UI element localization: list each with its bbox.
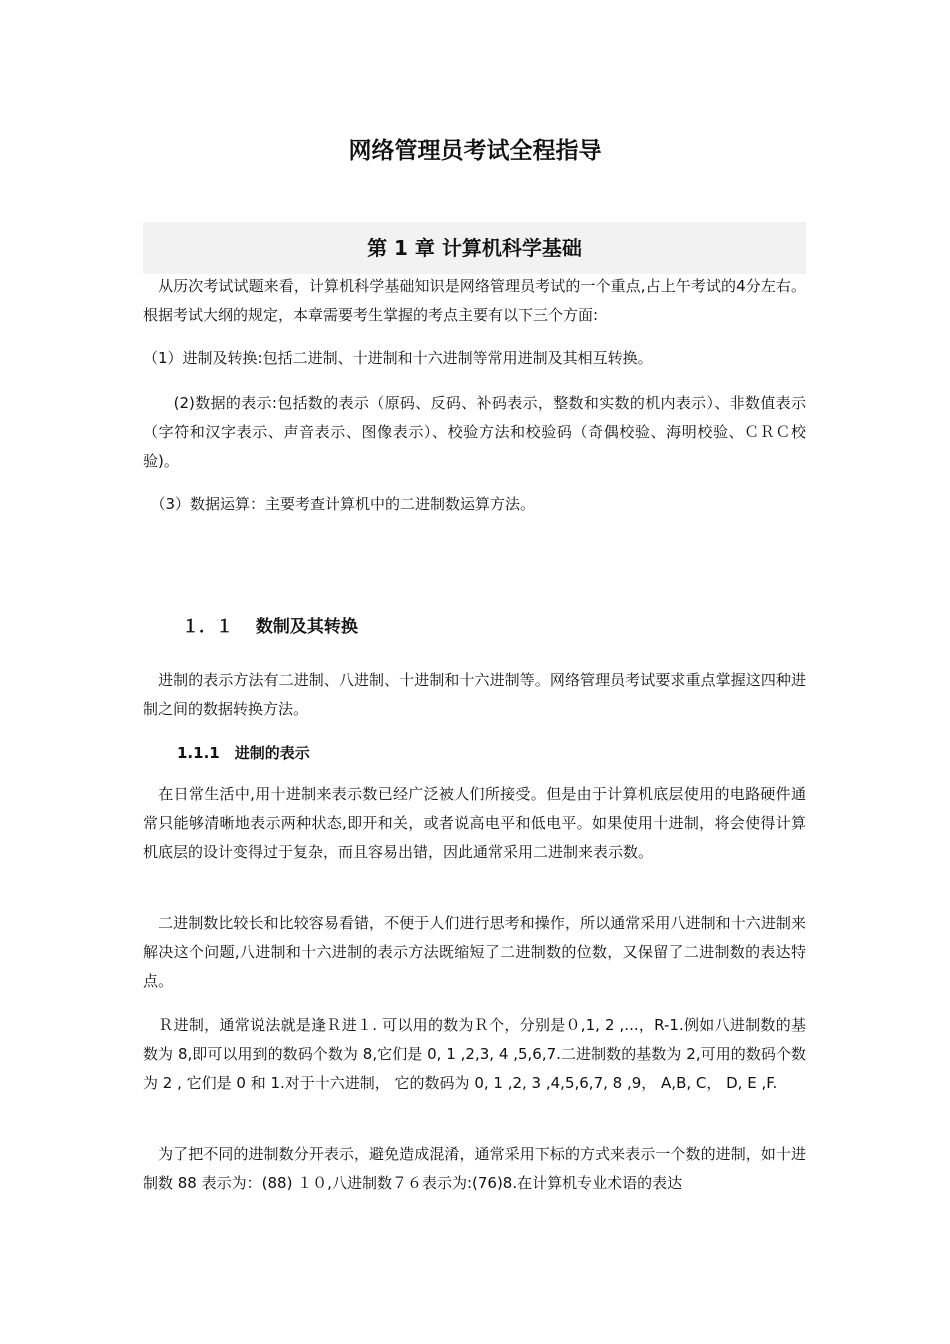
list-item-1: （1）进制及转换:包括二进制、十进制和十六进制等常用进制及其相互转换。 bbox=[143, 349, 653, 367]
intro-paragraph: 从历次考试试题来看，计算机科学基础知识是网络管理员考试的一个重点,占上午考试的4分左右。根据考试大纲的规定，本章需要考生掌握的考点主要有以下三个方面: bbox=[143, 277, 806, 324]
paragraph-octal-hex: 二进制数比较长和比较容易看错，不便于人们进行思考和操作，所以通常采用八进制和十六进制来解决这个问题,八进制和十六进制的表示方法既缩短了二进制数的位数，又保留了二进制数的表达特点。 bbox=[143, 914, 806, 990]
list-item-2: (2)数据的表示:包括数的表示（原码、反码、补码表示，整数和实数的机内表示）、非数值表示（字符和汉字表示、声音表示、图像表示）、校验方法和校验码（奇偶校验、海明校验、ＣＲＣ校验)。 bbox=[143, 394, 806, 470]
chapter-title: 第 1 章 计算机科学基础 bbox=[367, 236, 582, 260]
paragraph-radix-r: Ｒ进制，通常说法就是逢Ｒ进１. 可以用的数为Ｒ个，分别是０,1, 2 ,...，R-1.例如八进制数的基数为 8,即可以用到的数码个数为 8,它们是 0, 1 ,2,3, 4 ,5,6,7.二进制数的基数为 2,可用的数码个数为 2 , 它们是 0 和 1.对于十六进制， 它的数码为 0, 1 ,2, 3 ,4,5,6,7, 8 ,9， A,B, C， D, E ,F. bbox=[143, 1016, 806, 1092]
section-1-1-paragraph: 进制的表示方法有二进制、八进制、十进制和十六进制等。网络管理员考试要求重点掌握这四种进制之间的数据转换方法。 bbox=[143, 671, 806, 718]
section-heading-1-1: １．１ 数制及其转换 bbox=[182, 617, 358, 637]
paragraph-decimal-usage: 在日常生活中,用十进制来表示数已经广泛被人们所接受。但是由于计算机底层使用的电路硬件通常只能够清晰地表示两种状态,即开和关，或者说高电平和低电平。如果使用十进制，将会使得计算机底层的设计变得过于复杂，而且容易出错，因此通常采用二进制来表示数。 bbox=[143, 785, 806, 861]
document-title: 网络管理员考试全程指导 bbox=[348, 138, 602, 164]
list-item-3: （3）数据运算：主要考查计算机中的二进制数运算方法。 bbox=[143, 495, 536, 513]
paragraph-subscript-notation: 为了把不同的进制数分开表示，避免造成混淆，通常采用下标的方式来表示一个数的进制，如十进制数 88 表示为：(88) １０,八进制数７６表示为:(76)8.在计算机专业术语的表达 bbox=[143, 1145, 806, 1192]
section-heading-1-1-1: 1.1.1 进制的表示 bbox=[177, 744, 310, 762]
